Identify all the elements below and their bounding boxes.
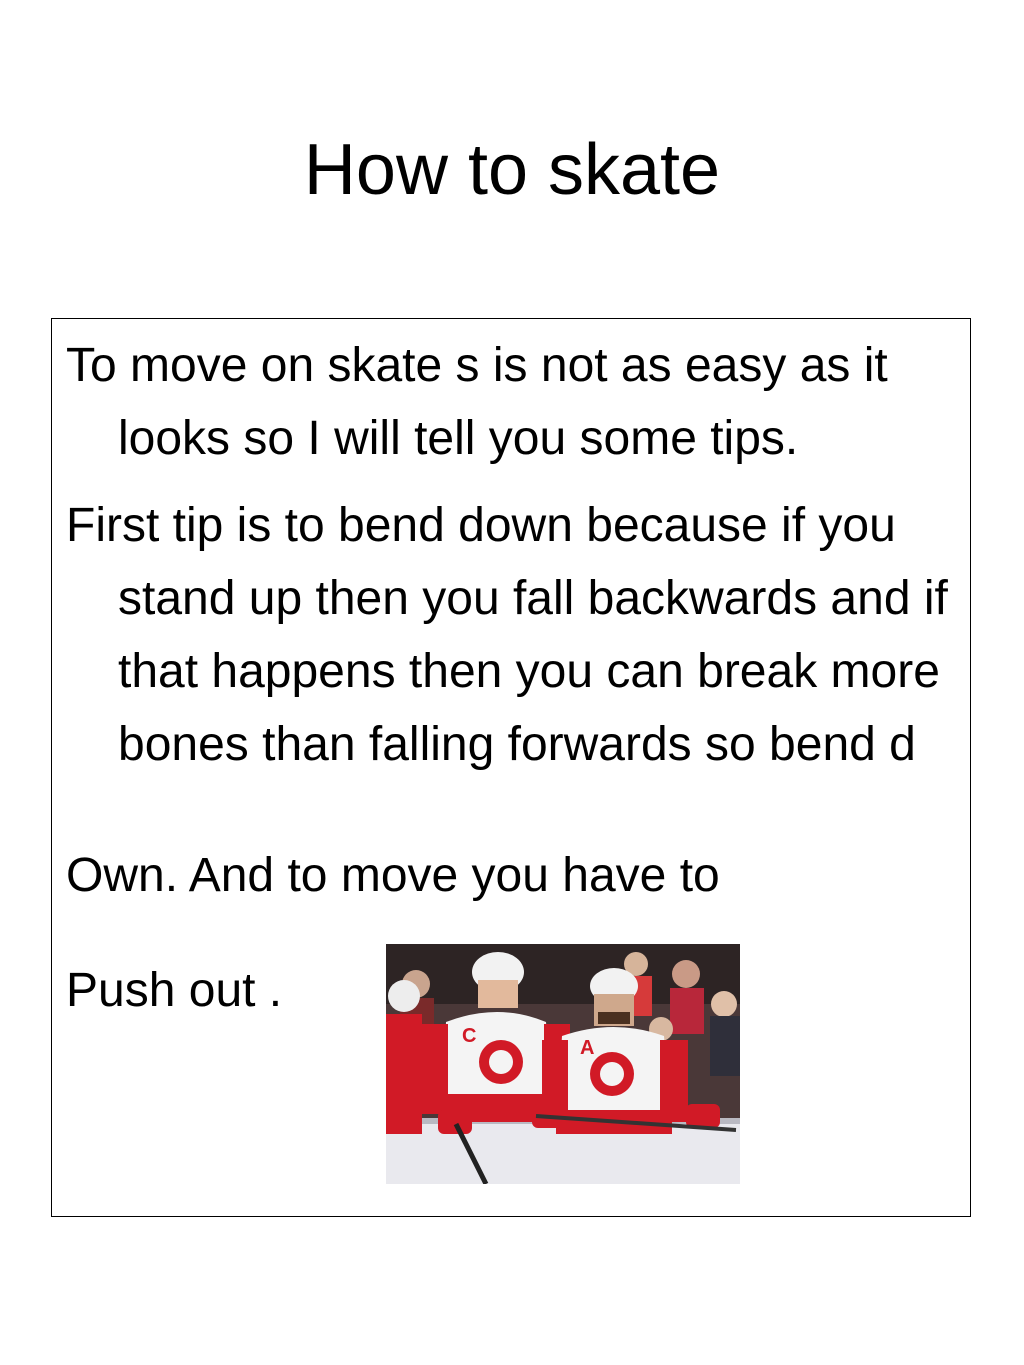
content-box xyxy=(51,318,971,1217)
alternate-letter: A xyxy=(580,1037,595,1059)
paragraph-move: Own. And to move you have to xyxy=(66,849,720,902)
paragraph-intro: To move on skate s is not as easy as it looks so I will tell you some tips. xyxy=(66,339,888,465)
hockey-players-photo xyxy=(386,944,740,1184)
paragraph-first-tip: First tip is to bend down because if you stand up then you fall backwards and if that happens then you can break more bones than falling forwards so bend d xyxy=(66,499,948,771)
paragraph-push-out: Push out . xyxy=(66,964,283,1017)
slide-title: How to skate xyxy=(303,130,721,210)
captain-letter: C xyxy=(462,1025,477,1047)
